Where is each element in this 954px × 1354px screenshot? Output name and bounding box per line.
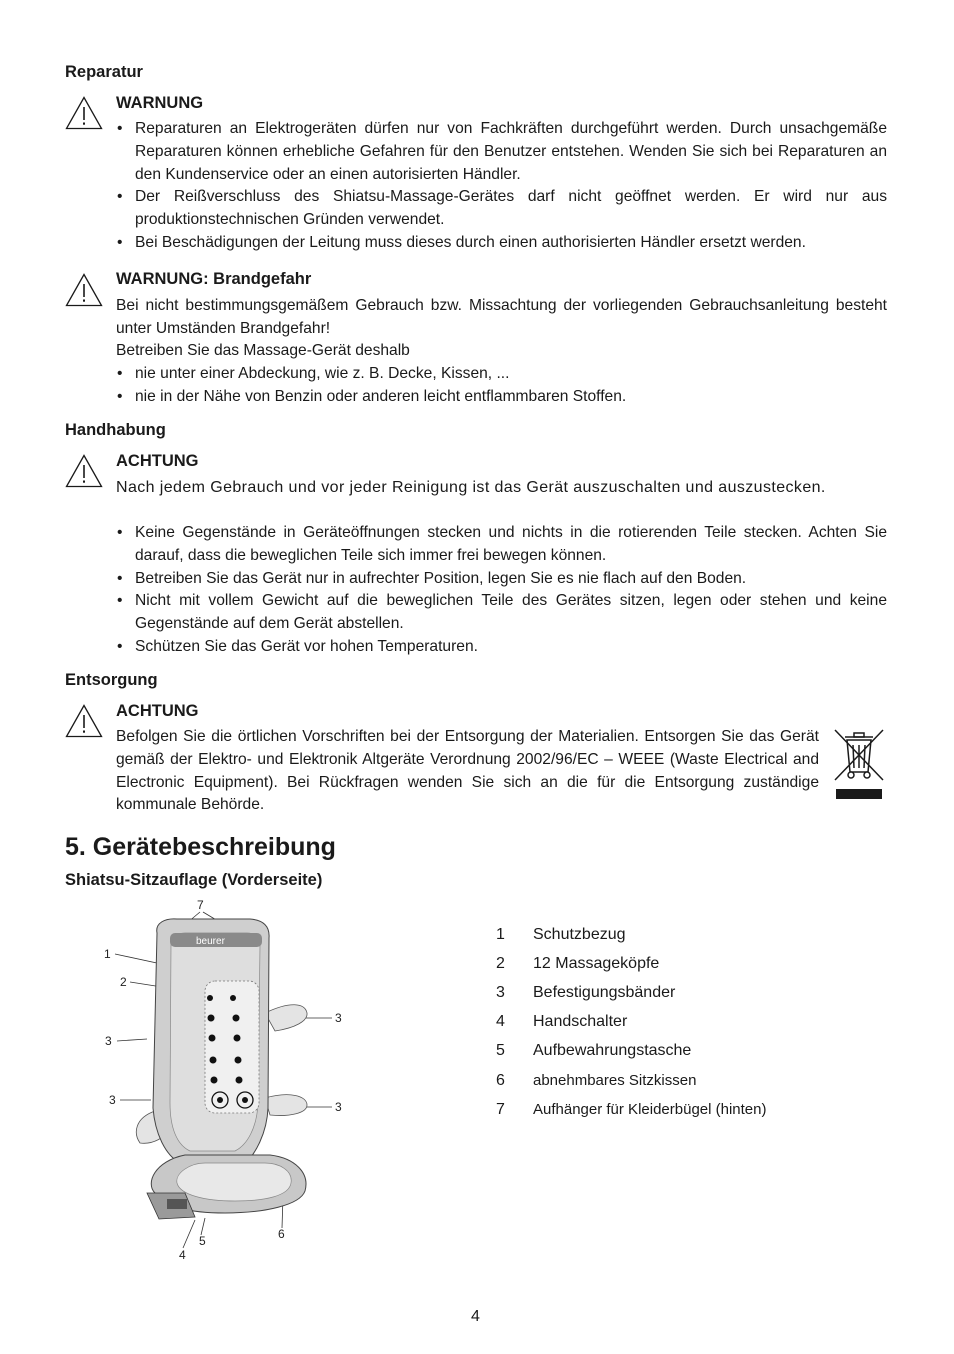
legend-number: 3 <box>496 984 505 1001</box>
warning-title-entsorgung: ACHTUNG <box>116 702 199 720</box>
section-title: 5. Gerätebeschreibung <box>65 833 336 861</box>
heading-handhabung: Handhabung <box>65 421 166 439</box>
warning-triangle-icon <box>65 704 103 738</box>
callout-3: 3 <box>335 1100 342 1114</box>
warning-triangle-icon <box>65 273 103 307</box>
bullet-list-reparatur <box>116 118 887 255</box>
list-item: • Schützen Sie das Gerät vor hohen Temperaturen. <box>116 636 887 659</box>
legend-label: Handschalter <box>533 1013 628 1030</box>
warning-triangle-icon <box>65 454 103 488</box>
legend-number: 7 <box>496 1101 505 1118</box>
callout-3: 3 <box>105 1034 112 1048</box>
list-item: • nie in der Nähe von Benzin oder anderen leicht entflammbaren Stoffen. <box>116 386 887 409</box>
bullet-list-handhabung <box>116 522 887 659</box>
legend-number: 4 <box>496 1013 505 1030</box>
handhabung-intro: Nach jedem Gebrauch und vor jeder Reinigung ist das Gerät auszuschalten und auszustecken. <box>116 479 826 496</box>
legend-label: Schutzbezug <box>533 926 626 943</box>
list-item: • Der Reißverschluss des Shiatsu-Massage-Gerätes darf nicht geöffnet werden. Er wird nur aus produktionstechnischen Gründen verwendet. <box>116 186 887 232</box>
callout-4: 4 <box>179 1248 186 1262</box>
legend-label: Aufhänger für Kleiderbügel (hinten) <box>533 1101 767 1118</box>
warning-triangle-icon <box>65 96 103 130</box>
legend-number: 2 <box>496 955 505 972</box>
list-item: • Nicht mit vollem Gewicht auf die beweglichen Teile des Gerätes sitzen, legen oder stehen und keine Gegenstände auf dem Gerät abstellen. <box>116 590 887 636</box>
callout-5: 5 <box>199 1234 206 1248</box>
legend-number: 1 <box>496 926 505 943</box>
heading-entsorgung: Entsorgung <box>65 671 158 689</box>
legend-number: 6 <box>496 1072 505 1089</box>
legend-label: Aufbewahrungstasche <box>533 1042 692 1059</box>
figure-subtitle: Shiatsu-Sitzauflage (Vorderseite) <box>65 871 323 889</box>
brandgefahr-intro: Bei nicht bestimmungsgemäßem Gebrauch bzw. Missachtung der vorliegenden Gebrauchsanleitung besteht unter Umständen Brandgefahr! <box>116 297 887 337</box>
list-item: • Betreiben Sie das Gerät nur in aufrechter Position, legen Sie es nie flach auf den Boden. <box>116 568 887 591</box>
callout-7: 7 <box>197 898 204 912</box>
brandgefahr-intro2: Betreiben Sie das Massage-Gerät deshalb <box>116 342 410 359</box>
weee-crossed-bin-icon <box>833 728 885 800</box>
warning-title-reparatur: WARNUNG <box>116 94 204 112</box>
device-illustration <box>95 893 375 1265</box>
legend-number: 5 <box>496 1042 505 1059</box>
list-item: • Reparaturen an Elektrogeräten dürfen nur von Fachkräften durchgeführt werden. Durch unsachgemäße Reparaturen können erhebliche Gefahren für den Benutzer entstehen. Wenden Sie sich bei Reparaturen an den Kundenservice oder an einen autorisierten Händler. <box>116 118 887 186</box>
legend-label: 12 Massageköpfe <box>533 955 660 972</box>
entsorgung-text: Befolgen Sie die örtlichen Vorschriften bei der Entsorgung der Materialien. Entsorgen Sie das Gerät gemäß der Elektro- und Elektronik Altgeräte Verordnung 2002/96/EC – WEEE (Waste Electrical and Electronic Equipment). Bei Rückfragen wenden Sie sich an die für die Entsorgung zuständige kommunale Behörde. <box>116 728 819 814</box>
heading-reparatur: Reparatur <box>65 63 143 81</box>
legend-label: abnehmbares Sitzkissen <box>533 1072 697 1089</box>
warning-title-brandgefahr: WARNUNG: Brandgefahr <box>116 270 312 288</box>
callout-3: 3 <box>109 1093 116 1107</box>
list-item: • Bei Beschädigungen der Leitung muss dieses durch einen authorisierten Händler ersetzt werden. <box>116 232 887 255</box>
bullet-list-brandgefahr <box>116 363 887 409</box>
callout-2: 2 <box>120 975 127 989</box>
legend-label: Befestigungsbänder <box>533 984 676 1001</box>
brand-label: beurer <box>196 936 225 947</box>
list-item: • Keine Gegenstände in Geräteöffnungen stecken und nichts in die rotierenden Teile stecken. Achten Sie darauf, dass die beweglichen Teile sich immer frei bewegen können. <box>116 522 887 568</box>
callout-1: 1 <box>104 947 111 961</box>
page-number: 4 <box>471 1308 480 1325</box>
list-item: • nie unter einer Abdeckung, wie z. B. Decke, Kissen, ... <box>116 363 887 386</box>
callout-3: 3 <box>335 1011 342 1025</box>
warning-title-handhabung: ACHTUNG <box>116 452 199 470</box>
callout-6: 6 <box>278 1227 285 1241</box>
